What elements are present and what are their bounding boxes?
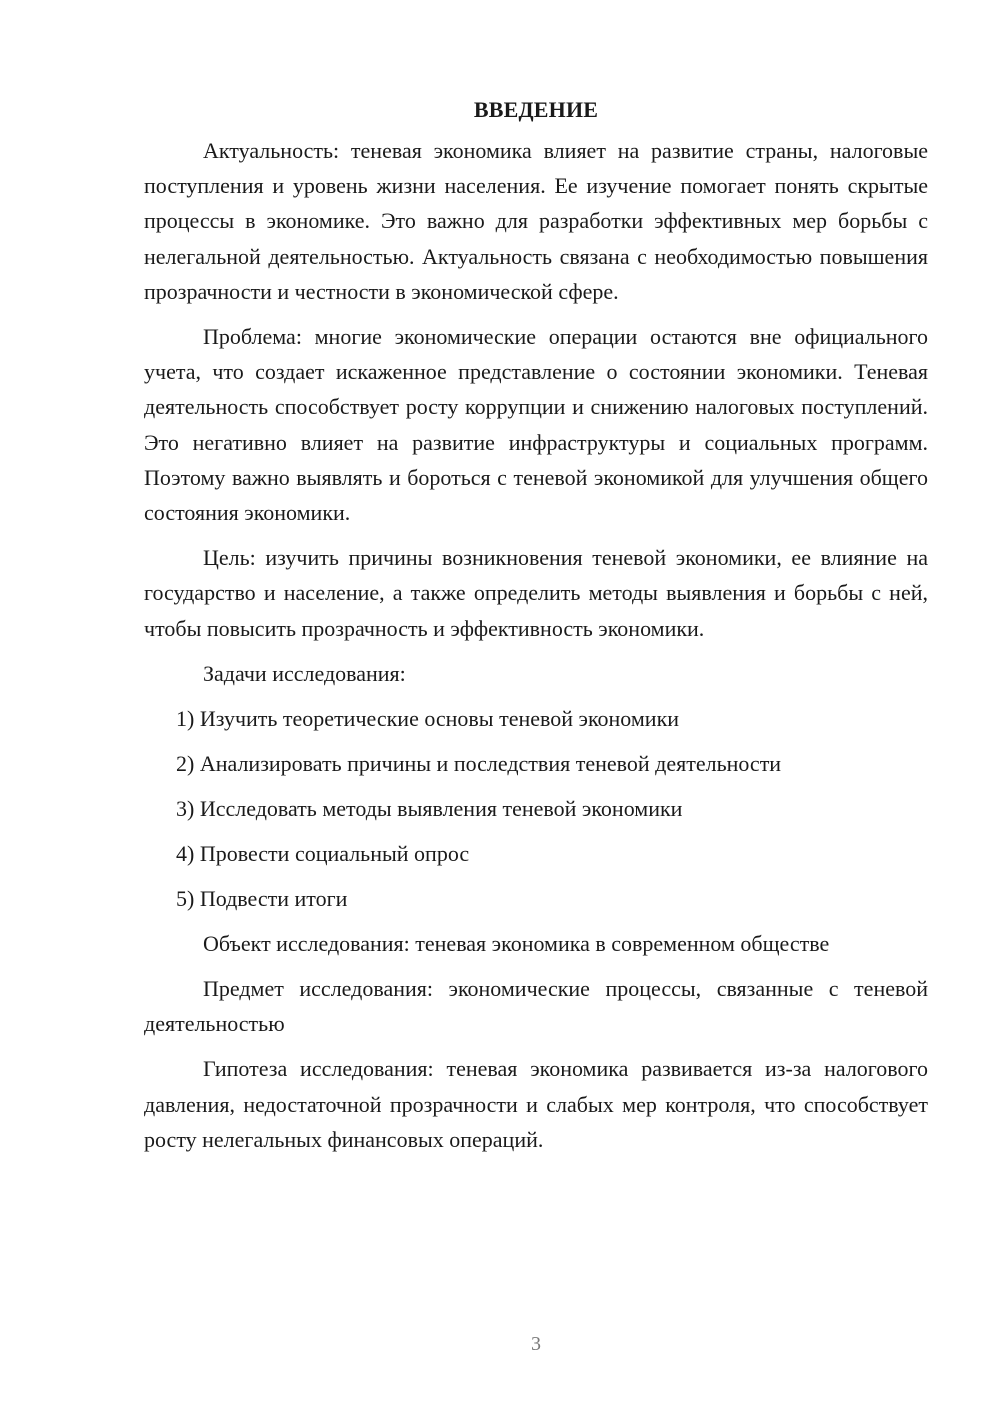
- tasks-list: [144, 701, 928, 916]
- paragraph-hypothesis: Гипотеза исследования: теневая экономика развивается из-за налогового давления, недостаточной прозрачности и слабых мер контроля, что способствует росту нелегальных финансовых операций.: [144, 1056, 928, 1152]
- page-content: [144, 92, 928, 1167]
- task-item: 5) Подвести итоги: [176, 885, 348, 911]
- paragraph-relevance: Актуальность: теневая экономика влияет на развитие страны, налоговые поступления и уровень жизни населения. Ее изучение помогает понять скрытые процессы в экономике. Это важно для разработки эффективных мер борьбы с нелегальной деятельностью. Актуальность связана с необходимостью повышения прозрачности и честности в экономической сфере.: [144, 138, 928, 304]
- page-number: 3: [531, 1333, 541, 1355]
- task-item: 2) Анализировать причины и последствия теневой деятельности: [176, 750, 782, 776]
- task-item: 1) Изучить теоретические основы теневой экономики: [176, 705, 680, 731]
- task-item: 4) Провести социальный опрос: [176, 840, 470, 866]
- tasks-title: Задачи исследования:: [203, 660, 406, 686]
- paragraph-problem: Проблема: многие экономические операции остаются вне официального учета, что создает искаженное представление о состоянии экономики. Теневая деятельность способствует росту коррупции и снижению налоговых поступлений. Это негативно влияет на развитие инфраструктуры и социальных программ. Поэтому важно выявлять и бороться с теневой экономикой для улучшения общего состояния экономики.: [144, 324, 928, 526]
- section-heading: ВВЕДЕНИЕ: [473, 97, 599, 122]
- paragraph-object: Объект исследования: теневая экономика в современном обществе: [203, 930, 830, 956]
- paragraph-subject: Предмет исследования: экономические процессы, связанные с теневой деятельностью: [144, 976, 928, 1037]
- paragraph-goal: Цель: изучить причины возникновения теневой экономики, ее влияние на государство и население, а также определить методы выявления и борьбы с ней, чтобы повысить прозрачность и эффективность экономики.: [144, 545, 928, 641]
- task-item: 3) Исследовать методы выявления теневой экономики: [176, 795, 683, 821]
